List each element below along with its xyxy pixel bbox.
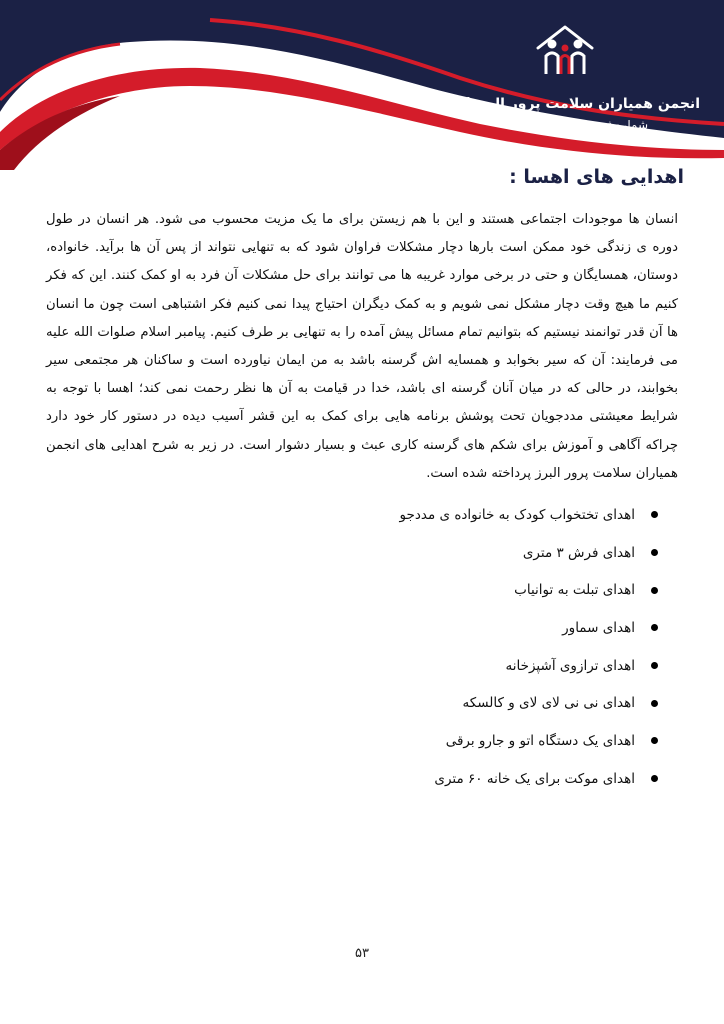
list-item-text: اهدای نی نی لای لای و کالسکه bbox=[462, 695, 635, 712]
registration-number: شماره ثبت : ۲۴۲۳ bbox=[555, 118, 648, 132]
bullet-icon bbox=[651, 549, 658, 556]
organization-name: انجمن همیاران سلامت پرور البرز(اهسا) bbox=[425, 96, 700, 112]
bullet-icon bbox=[651, 624, 658, 631]
list-item bbox=[238, 496, 658, 534]
family-house-logo-icon bbox=[534, 24, 596, 76]
list-item bbox=[238, 534, 658, 572]
header-wave-graphic bbox=[0, 0, 724, 170]
list-item-text: اهدای تختخواب کودک به خانواده ی مددجو bbox=[399, 506, 635, 523]
list-item-text: اهدای تبلت به توانیاب bbox=[514, 582, 635, 599]
body-paragraph: انسان ها موجودات اجتماعی هستند و این با هم زیستن برای ما یک مزیت محسوب می شود. هر انسان در طول دوره ی زندگی خود ممکن است بارها دچار مشکلات فراوان شود که به تنهایی نتواند از پس آن ها برآید. خانواده، دوستان، همسایگان و حتی در برخی موارد غریبه ها می توانند برای حل مشکلات آن فرد به او کمک کنند. این که فکر کنیم ما هیچ وقت دچار مشکل نمی شویم و به کمک دیگران احتیاج پیدا نمی کنیم فکر اشتباهی است چون ما انسان ها آن قدر توانمند نیستیم که بتوانیم تمام مسائل پیش آمده را به تنهایی بر طرف کنیم. پیامبر اسلام صلوات الله علیه می فرمایند: آن که سیر بخوابد و همسایه اش گرسنه باشد به من ایمان نیاورده است و ساکنان هر مجتمعی سیر بخوابند، در حالی که در میان آنان گرسنه ای باشد، خدا در قیامت به آن ها نظر رحمت نمی کند؛ اهسا با توجه به شرایط معیشتی مددجویان تحت پوشش برنامه هایی برای کمک به این قشر آسیب دیده در دستور کار خود دارد چراکه آگاهی و آموزش برای شکم های گرسنه کاری عبث و بسیار دشوار است. در زیر به شرح اهدایی های انجمن همیاران سلامت پرور البرز پرداخته شده است. bbox=[46, 212, 678, 481]
list-item-text: اهدای سماور bbox=[562, 619, 635, 636]
bullet-icon bbox=[651, 587, 658, 594]
list-item bbox=[238, 760, 658, 798]
page-number: ۵۳ bbox=[355, 946, 369, 961]
bullet-icon bbox=[651, 775, 658, 782]
section-title: اهدایی های اهسا : bbox=[509, 166, 684, 188]
list-item bbox=[238, 722, 658, 760]
list-item bbox=[238, 609, 658, 647]
list-item-text: اهدای ترازوی آشپزخانه bbox=[505, 657, 635, 674]
bullet-icon bbox=[651, 700, 658, 707]
list-item-text: اهدای فرش ۳ متری bbox=[522, 544, 635, 561]
donations-list bbox=[238, 496, 658, 798]
bullet-icon bbox=[651, 511, 658, 518]
bullet-icon bbox=[651, 737, 658, 744]
bullet-icon bbox=[651, 662, 658, 669]
list-item bbox=[238, 647, 658, 685]
header-banner bbox=[0, 0, 724, 170]
list-item-text: اهدای یک دستگاه اتو و جارو برقی bbox=[445, 732, 635, 749]
list-item bbox=[238, 684, 658, 722]
list-item bbox=[238, 571, 658, 609]
list-item-text: اهدای موکت برای یک خانه ۶۰ متری bbox=[434, 770, 635, 787]
